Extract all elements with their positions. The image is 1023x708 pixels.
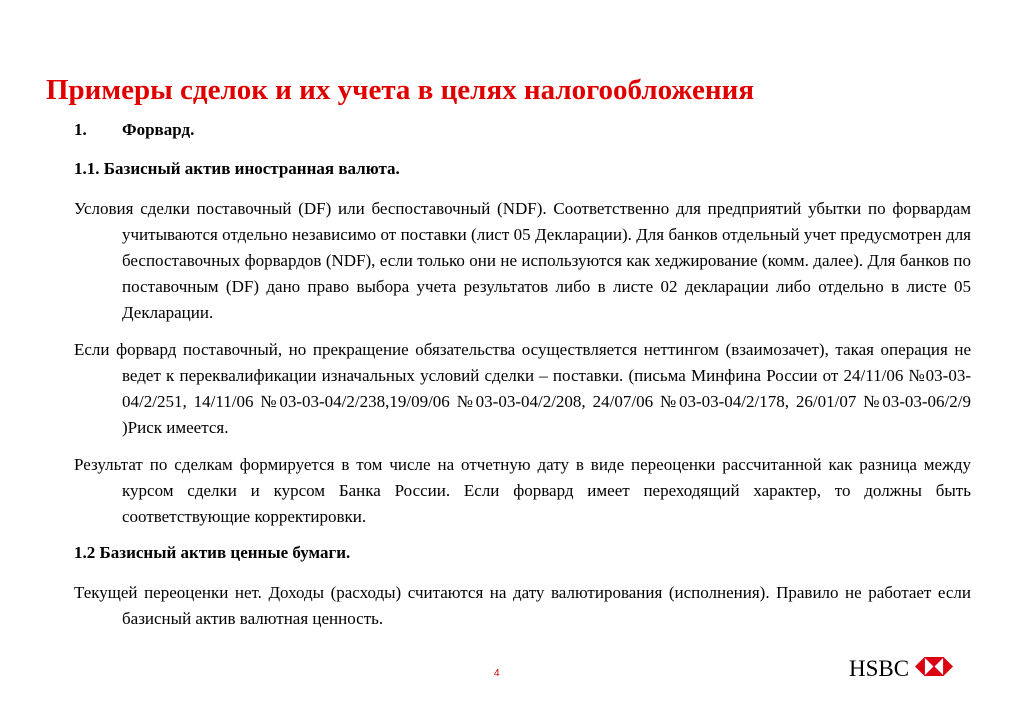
hsbc-hexagon-icon — [915, 657, 953, 681]
paragraph-4: Текущей переоценки нет. Доходы (расходы) считаются на дату валютирования (исполнения). Правило не работает если базисный актив валютная ценность. — [74, 583, 971, 628]
section-1-1-heading: 1.1. Базисный актив иностранная валюта. — [74, 159, 400, 178]
section-1-2-heading: 1.2 Базисный актив ценные бумаги. — [74, 543, 351, 562]
page-number: 4 — [494, 668, 500, 679]
section-1-number: 1. — [74, 120, 87, 139]
section-1-title: Форвард. — [122, 120, 195, 139]
section-1-heading — [74, 118, 971, 142]
slide-content — [74, 118, 971, 643]
paragraph-3: Результат по сделкам формируется в том числе на отчетную дату в виде переоценки рассчитанной как разница между курсом сделки и курсом Банка России. Если форвард имеет переходящий характер, то должны быть соответствующие корректировки. — [74, 455, 971, 526]
hsbc-logo — [849, 656, 953, 682]
logo-text: HSBC — [849, 656, 910, 681]
slide-title: Примеры сделок и их учета в целях налогообложения — [46, 74, 755, 106]
paragraph-1: Условия сделки поставочный (DF) или беспоставочный (NDF). Соответственно для предприятий убытки по форвардам учитываются отдельно независимо от поставки (лист 05 Декларации). Для банков отдельный учет предусмотрен для беспоставочных форвардов (NDF), если только они не используются как хеджирование (комм. далее). Для банков по поставочным (DF) дано право выбора учета результатов либо в листе 02 декларации либо отдельно в листе 05 Декларации. — [74, 199, 971, 322]
paragraph-2: Если форвард поставочный, но прекращение обязательства осуществляется неттингом (взаимозачет), такая операция не ведет к переквалификации изначальных условий сделки – поставки. (письма Минфина России от 24/11/06 №03-03-04/2/251, 14/11/06 №03-03-04/2/238,19/09/06 №03-03-04/2/208, 24/07/06 №03-03-04/2/178, 26/01/07 №03-03-06/2/9 )Риск имеется. — [74, 340, 971, 437]
